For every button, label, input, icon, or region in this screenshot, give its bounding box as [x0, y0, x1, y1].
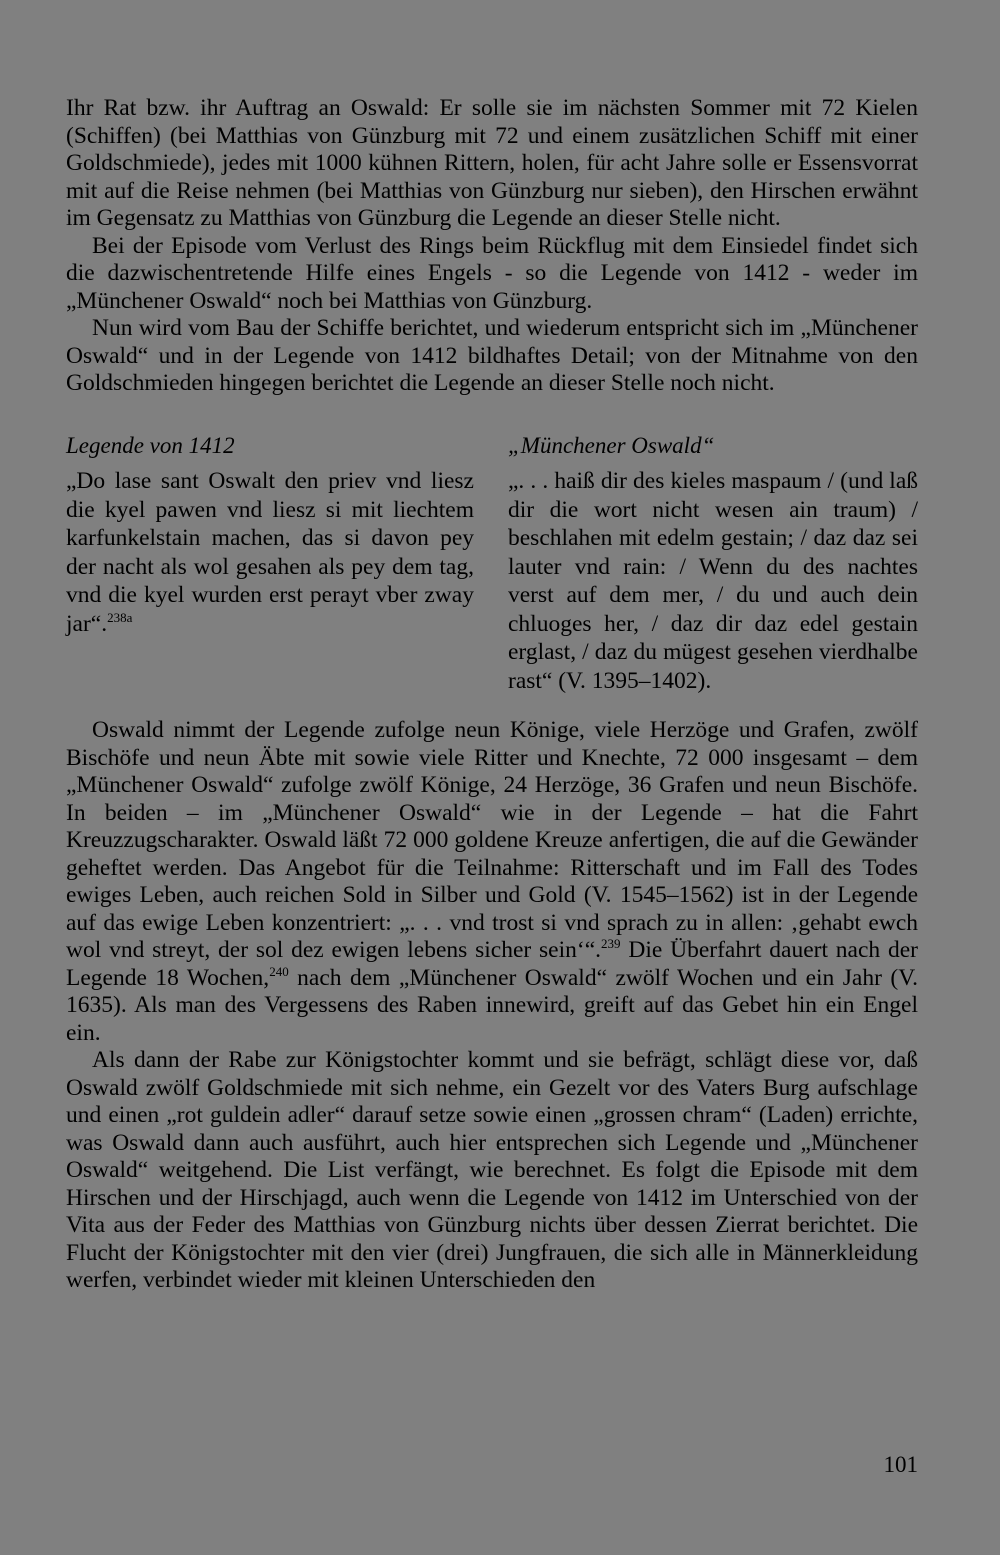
footnote-238a: 238a	[107, 609, 133, 625]
footnote-240: 240	[269, 963, 289, 979]
body-4-part-b: Die Überfahrt dauert nach der Legende 18 Wochen,	[66, 937, 918, 991]
right-column	[508, 432, 918, 696]
paragraph-intro-1: Ihr Rat bzw. ihr Auftrag an Oswald: Er solle sie im nächsten Sommer mit 72 Kielen (Schiffen) (bei Matthias von Günzburg mit 72 und einem zusätzlichen Schiff mit einer Goldschmiede), jedes mit 1000 kühnen Rittern, holen, für acht Jahre solle er Essensvorrat mit auf die Reise nehmen (bei Matthias von Günzburg nur sieben), den Hirschen erwähnt im Gegensatz zu Matthias von Günzburg die Legende an dieser Stelle nicht.	[66, 95, 918, 231]
paragraph-body-5: Als dann der Rabe zur Königstochter kommt und sie befrägt, schlägt diese vor, daß Oswald zwölf Goldschmiede mit sich nehme, ein Gezelt vor des Vaters Burg aufschlage und einen „rot guldein adler“ darauf setze sowie einen „grossen chram“ (Laden) errichte, was Oswald dann auch ausführt, auch hier entsprechen sich Legende und „Münchener Oswald“ weitgehend. Die List verfängt, wie berechnet. Es folgt die Episode mit dem Hirschen und der Hirschjagd, auch wenn die Legende von 1412 im Unterschied von der Vita aus der Feder des Matthias von Günzburg nichts über dessen Zierrat berichtet. Die Flucht der Königstochter mit den vier (drei) Jungfrauen, die sich alle in Männerkleidung werfen, verbindet wieder mit kleinen Unterschieden den	[66, 1047, 918, 1293]
paragraph-intro-2: Bei der Episode vom Verlust des Rings beim Rückflug mit dem Einsiedel findet sich die dazwischentretende Hilfe eines Engels - so die Legende von 1412 - weder im „Münchener Oswald“ noch bei Matthias von Günzburg.	[66, 232, 918, 314]
paragraph-body-4	[66, 717, 918, 1047]
footnote-239: 239	[601, 936, 621, 952]
comparison-columns	[66, 432, 918, 696]
left-column	[66, 432, 474, 696]
left-column-quote	[66, 467, 474, 638]
page-number: 101	[883, 1452, 918, 1477]
paragraph-intro-3: Nun wird vom Bau der Schiffe berichtet, und wiederum entspricht sich im „Münchener Oswald“ und in der Legende von 1412 bildhaftes Detail; von der Mitnahme von den Goldschmieden hingegen berichtet die Legende an dieser Stelle noch nicht.	[66, 315, 918, 396]
right-column-heading: „Münchener Oswald“	[508, 432, 715, 458]
body-4-part-c: nach dem „Münchener Oswald“ zwölf Wochen und ein Jahr (V. 1635). Als man des Vergessens des Raben innewird, greift auf das Gebet hin ein Engel ein.	[66, 964, 919, 1046]
left-quote-text: „Do lase sant Oswalt den priev vnd liesz die kyel pawen vnd liesz si mit liechtem karfunkelstain machen, das si davon pey der nacht als wol gesahen als pey dem tag, vnd die kyel wurden erst perayt vber zway jar“.	[66, 468, 474, 637]
right-column-quote: „. . . haiß dir des kieles maspaum / (und laß dir die wort nicht wesen ain traum) / beschlahen mit edelm gestain; / daz daz sei lauter vnd rain: / Wenn du des nachtes verst auf dem mer, / du und auch dein chluoges her, / daz dir daz edel gestain erglast, / daz du mügest gesehen vierdhalbe rast“ (V. 1395–1402).	[508, 468, 918, 694]
body-4-part-a: Oswald nimmt der Legende zufolge neun Könige, viele Herzöge und Grafen, zwölf Bischöfe und neun Äbte mit sowie viele Ritter und Knechte, 72 000 insgesamt – dem „Münchener Oswald“ zufolge zwölf Könige, 24 Herzöge, 36 Grafen und neun Bischöfe. In beiden – im „Münchener Oswald“ wie in der Legende – hat die Fahrt Kreuzzugscharakter. Oswald läßt 72 000 goldene Kreuze anfertigen, die auf die Gewänder geheftet werden. Das Angebot für die Teilnahme: Ritterschaft und im Fall des Todes ewiges Leben, auch reichen Sold in Silber und Gold (V. 1545–1562) ist in der Legende auf das ewige Leben konzentriert: „. . . vnd trost si vnd sprach zu in allen: ‚gehabt ewch wol vnd streyt, der sol dez ewigen lebens sicher sein‘“.	[66, 717, 918, 963]
left-column-heading: Legende von 1412	[66, 432, 235, 458]
